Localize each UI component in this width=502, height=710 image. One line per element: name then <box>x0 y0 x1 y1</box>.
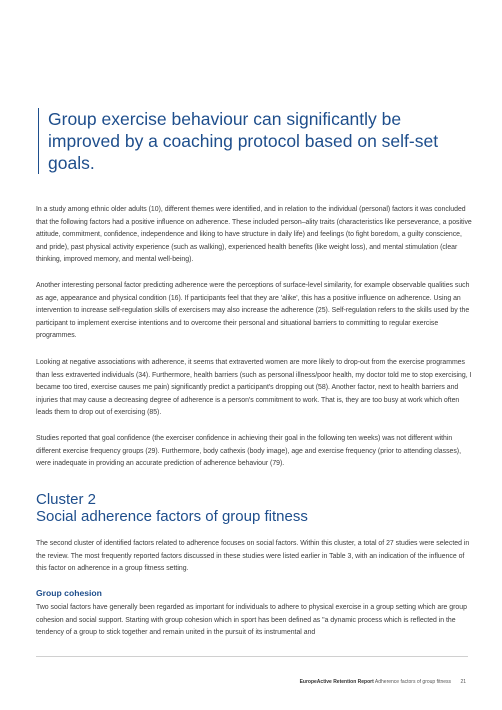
pull-quote-text: Group exercise behaviour can significantly be improved by a coaching protocol based on self-set goals. <box>48 109 439 173</box>
paragraph-text: Studies reported that goal confidence (the exerciser confidence in achieving their goal in the following ten weeks) was not different within different exercise frequency groups (29). Furthermore, body cathexis (body image), age and exercise frequency (prior to attending classes), were inadequate in providing an accurate prediction of adherence behaviour (79). <box>36 435 462 468</box>
paragraph-3 <box>36 357 474 420</box>
paragraph-4 <box>36 433 474 471</box>
pull-quote <box>38 108 468 174</box>
cluster-title: Social adherence factors of group fitness <box>36 508 308 525</box>
paragraph-2 <box>36 280 474 343</box>
cluster-intro <box>36 538 474 576</box>
subsection-text: Two social factors have generally been regarded as important for individuals to adhere to physical exercise in a group setting which are group cohesion and social support. Starting with group cohesion which in sport has been defined as "a dynamic process which is reflected in the tendency of a group to stick together and remain united in the pursuit of its instrumental and <box>36 604 467 637</box>
subsection-body <box>36 602 474 640</box>
cluster-intro-text: The second cluster of identified factors related to adherence focuses on social factors. Within this cluster, a total of 27 studies were selected in the review. The most frequently reported factors discussed in these studies were listed earlier in Table 3, with an indication of the influence of this factor on adherence in a group fitness setting. <box>36 540 470 573</box>
paragraph-text: Another interesting personal factor predicting adherence were the perceptions of surface-level similarity, for example observable qualities such as age, appearance and physical condition (16). If participants feel that they are 'alike', this has a positive influence on adherence. Using an intervention to increase self-regulation skills of exercisers may also increase the adherence (25). Self-regulation refers to the skills used by the participant to implement exercise intentions and to overcome their personal and situational barriers to committing to regular exercise programmes. <box>36 282 470 340</box>
cluster-heading <box>36 491 476 525</box>
subsection-heading: Group cohesion <box>36 588 102 598</box>
cluster-number: Cluster 2 <box>36 491 97 508</box>
footer-divider <box>36 656 468 657</box>
paragraph-text: Looking at negative associations with adherence, it seems that extraverted women are more likely to drop-out from the exercise programmes than less extraverted individuals (34). Furthermore, health barriers (such as personal illness/poor health, my doctor told me to stop exercising, I became too tired, exercise causes me pain) significantly predict a participant's dropping out (58). Another factor, next to health barriers and injuries that may cause a decreasing degree of adherence is a person's commitment to work. That is, they are too busy at work which often leads them to drop out of exercising (85). <box>36 359 472 417</box>
paragraph-1 <box>36 204 474 267</box>
footer-report-title: EuropeActive Retention Report <box>299 679 374 685</box>
page-number: 21 <box>460 679 466 685</box>
footer-section-title: Adherence factors of group fitness <box>374 679 452 685</box>
paragraph-text: In a study among ethnic older adults (10), different themes were identified, and in relation to the individual (personal) factors it was concluded that the following factors had a positive influence on adherence. These included person–ality traits (characteristics like perseverance, a positive attitude, commitment, confidence, independence and liking to have structure in daily life) and feelings (to fight boredom, a guilty conscience, and pride), past physical activity experience (such as walking), experienced health benefits (like weight loss), and mental stimulation (clear thinking, improved memory, and mental well-being). <box>36 206 472 264</box>
page-footer <box>300 679 466 685</box>
